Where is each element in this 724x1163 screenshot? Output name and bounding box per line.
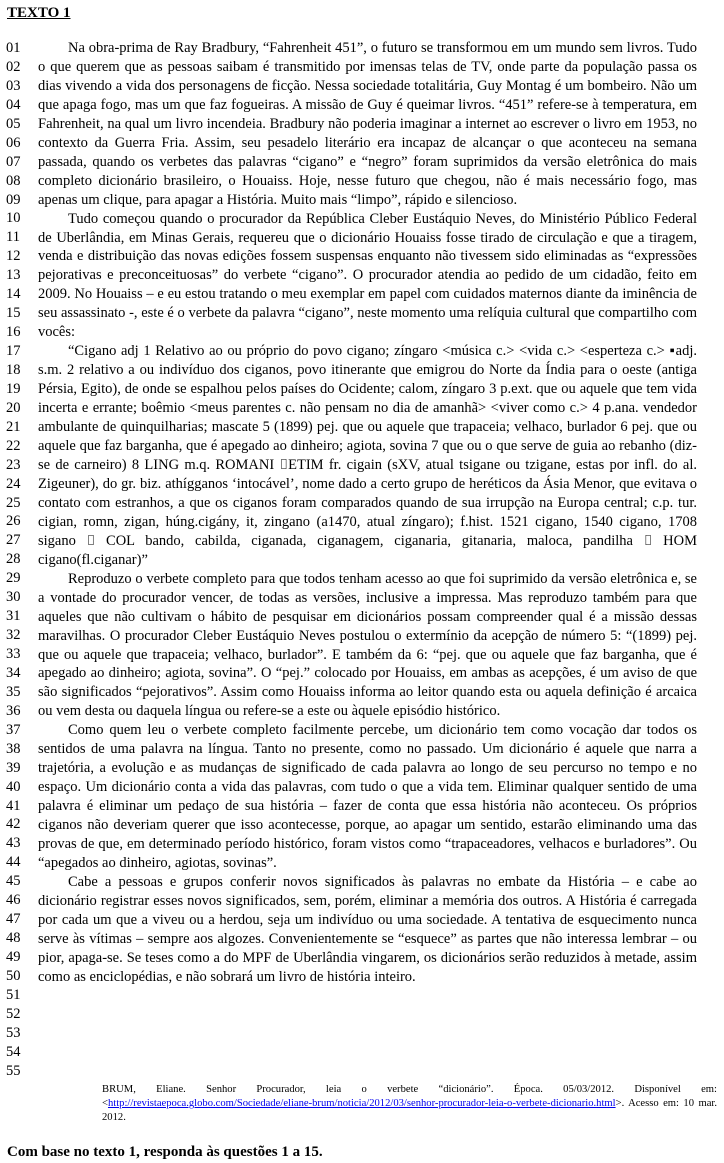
line-number: 21 (6, 418, 21, 435)
line-number: 19 (6, 380, 21, 397)
paragraph: Na obra-prima de Ray Bradbury, “Fahrenheit 451”, o futuro se transformou em um mundo sem livros. Tudo o que querem que as pessoas saibam é transmitido por imensas telas de TV, onde parte da população passa os dias vivendo a vida dos personagens de ficção. Nessa sociedade totalitária, Guy Montag é um bombeiro. Não um que apaga fogo, mas um que faz fogueiras. A missão de Guy é queimar livros. “451” refere-se à temperatura, em Fahrenheit, na qual um livro incendeia. Bradbury não poderia imaginar a internet ao escrever o livro em 1953, no contexto da Guerra Fria. Assim, seu pesadelo literário era incapaz de alcançar o que aconteceu na semana passada, quando os verbetes das palavras “cigano” e “negro” foram suprimidos da versão eletrônica do mais completo dicionário brasileiro, o Houaiss. Hoje, nesse futuro que chegou, não é mais necessário fogo, mas apenas um clique, para apagar a História. Muito mais “limpo”, rápido e silencioso. (38, 40, 697, 208)
line-number: 06 (6, 134, 21, 151)
line-number: 51 (6, 986, 21, 1003)
line-number: 55 (6, 1062, 21, 1079)
line-number: 44 (6, 854, 21, 871)
instruction: Com base no texto 1, responda às questões 1 a 15. (7, 1144, 323, 1160)
article-body (38, 39, 697, 987)
paragraph: Reproduzo o verbete completo para que todos tenham acesso ao que foi suprimido da versão eletrônica e, se a vontade do procurador vencer, de todas as versões, inclusive a impressa. Mas reproduzo também para que aqueles que não cultivam o hábito de pesquisar em dicionários possam compreender qual é a missão dessas maravilhas. O procurador Cleber Eustáquio Neves postulou o extermínio da acepção de número 5: “(1899) pej. que ou aquele que trapaceia; velhaco, burlador”. E também da 6: “pej. que ou aquele que faz barganha, que é apegado ao dinheiro; agiota, sovina”. O “pej.” colocado por Houaiss, em ambas as acepções, é um aviso de que são significados “pejorativos”. Assim como Houaiss informa ao leitor quando esta ou aquela definição é arcaica ou vem desta ou daquela língua ou refere-se a este ou àquele episódio histórico. (38, 570, 697, 720)
citation-access: >. Acesso em: 10 mar. 2012. (102, 1098, 717, 1124)
line-number: 29 (6, 570, 21, 587)
line-number: 49 (6, 949, 21, 965)
line-number: 48 (6, 930, 21, 947)
line-number: 08 (6, 172, 21, 189)
citation-text: BRUM, Eliane. Senhor Procurador, leia o verbete “dicionário”. Época. 05/03/2012. Disponível em: < (102, 1084, 717, 1110)
line-number: 50 (6, 967, 21, 984)
line-number: 40 (6, 778, 21, 795)
line-number: 46 (6, 892, 21, 909)
line-number: 33 (6, 646, 21, 662)
line-number: 45 (6, 873, 21, 890)
line-number: 04 (6, 96, 21, 113)
line-number: 32 (6, 627, 21, 644)
line-number: 47 (6, 911, 21, 928)
line-number: 20 (6, 399, 21, 416)
line-number: 02 (6, 58, 21, 75)
citation-link[interactable]: http://revistaepoca.globo.com/Sociedade/eliane-brum/noticia/2012/03/senhor-procurador-leia-o-verbete-dicionario.html (107, 1098, 616, 1110)
line-number: 23 (6, 456, 21, 473)
line-numbers (6, 39, 32, 1081)
line-number: 34 (6, 664, 21, 681)
line-number: 10 (6, 210, 21, 227)
dictionary-entry-paragraph: “Cigano adj 1 Relativo ao ou próprio do povo cigano; zíngaro <música c.> <vida c.> <esperteza c.> ▪adj. s.m. 2 relativo a ou indivíduo dos ciganos, povo itinerante que emigrou do Norte da Índia para o oeste (antiga Pérsia, Egito), de onde se espalhou pelos países do Ocidente; calom, zíngaro 3 p.ext. que ou aquele que tem vida incerta e errante; boêmio <meus parentes c. não pensam no dia de amanhã> <viver como c.> 4 p.ana. vendedor ambulante de quinquilharias; mascate 5 (1899) pej. que ou aquele que trapaceia; velhaco, burlador 6 pej. que ou aquele que faz barganha, que é apegado ao dinheiro; agiota, sovina 7 que ou o que serve de guia ao rebanho (diz-se de carneiro) 8 LING m.q. ROMANI ⌷ETIM fr. cigain (sXV, atual tsigane ou tzigane, estas por infl. do al. Zigeuner), do gr. biz. athígganos ‘intocável’, nome dado a certo grupo de heréticos da Ásia Menor, que evitava o contato com estranhos, a que os ciganos foram comparados quando de sua irrupção na Europa central; c.p. tur. cigian, romn, zigan, húng.cigány, it, zingano (a1470, atual zíngaro); f.hist. 1521 cigano, 1540 cigano, 1708 sigano ⌷ COL bando, cabilda, ciganada, ciganagem, ciganaria, gitanaria, maloca, pandilha ⌷ HOM cigano(fl.ciganar)” (38, 343, 697, 568)
line-number: 39 (6, 759, 21, 776)
line-number: 05 (6, 115, 21, 132)
line-number: 54 (6, 1043, 21, 1060)
line-number: 15 (6, 305, 21, 322)
line-number: 43 (6, 835, 21, 852)
line-number: 38 (6, 740, 21, 757)
line-number: 16 (6, 324, 21, 341)
line-number: 07 (6, 153, 21, 170)
line-number: 37 (6, 721, 21, 738)
line-number: 11 (6, 229, 20, 246)
line-number: 14 (6, 286, 21, 303)
line-number: 12 (6, 248, 21, 265)
line-number: 26 (6, 513, 21, 530)
line-number: 09 (6, 191, 21, 208)
line-number: 42 (6, 816, 21, 833)
line-number: 24 (6, 475, 21, 492)
line-number: 01 (6, 40, 21, 56)
paragraph: Cabe a pessoas e grupos conferir novos significados às palavras no embate da História – e cabe ao dicionário registrar esses novos significados, sem, porém, eliminar a memória dos outros. A História é carregada por cada um que a viveu ou a herdou, seja um indivíduo ou uma sociedade. A tentativa de esquecimento nunca serve às vítimas – sempre aos algozes. Convenientemente se “esquece” as partes que não interessa lembrar – ou pior, apaga-se. Se teses como a do MPF de Uberlândia vingarem, os dicionários serão reduzidos à metade, assim como as enciclopédias, e não sobrará um livro de história inteiro. (38, 873, 697, 985)
line-number: 03 (6, 77, 21, 94)
line-number: 53 (6, 1024, 21, 1041)
line-number: 31 (6, 608, 21, 625)
line-number: 36 (6, 702, 21, 719)
line-number: 52 (6, 1005, 21, 1022)
line-number: 27 (6, 532, 21, 549)
line-number: 30 (6, 589, 21, 606)
text-title: TEXTO 1 (7, 5, 71, 21)
line-number: 13 (6, 267, 21, 284)
line-number: 25 (6, 494, 21, 511)
line-number: 17 (6, 343, 21, 359)
line-number: 28 (6, 551, 21, 568)
paragraph: Tudo começou quando o procurador da República Cleber Eustáquio Neves, do Ministério Público Federal de Uberlândia, em Minas Gerais, requereu que o dicionário Houaiss fosse tirado de circulação e que a tiragem, venda e distribuição das novas edições fossem suspensas enquanto não tivessem sido eliminadas as “expressões pejorativas e preconceituosas” do verbete “cigano”. O procurador atendia ao pedido de um cidadão, feito em 2009. No Houaiss – e eu estou tratando o meu exemplar em papel com cuidados maternos diante da iminência de seu assassinato -, este é o verbete da palavra “cigano”, neste momento uma relíquia cultural que compartilho com vocês: (38, 210, 697, 341)
line-number: 18 (6, 361, 21, 378)
paragraph: Como quem leu o verbete completo facilmente percebe, um dicionário tem como vocação dar todos os sentidos de uma palavra na língua. Tanto no presente, como no passado. Um dicionário é aquele que narra a trajetória, a evolução e as mudanças de significado de cada palavra ao longo de seu percurso no tempo e no espaço. Um dicionário conta a vida das palavras, com tudo o que a vida tem. Eliminar qualquer sentido de uma palavra é eliminar um pedaço de sua história – fazer de conta que essa história não aconteceu. Os próprios ciganos não deveriam querer que isso acontecesse, porque, ao apagar um sentido, estarão eliminando uma das provas de que, em determinado período histórico, foram vistos como “trapaceadores, velhacos e burladores”. Ou “apegados ao dinheiro, agiotas, sovinas”. (38, 722, 697, 871)
line-number: 35 (6, 683, 21, 700)
line-number: 22 (6, 437, 21, 454)
line-number: 41 (6, 797, 21, 814)
citation (102, 1083, 717, 1126)
